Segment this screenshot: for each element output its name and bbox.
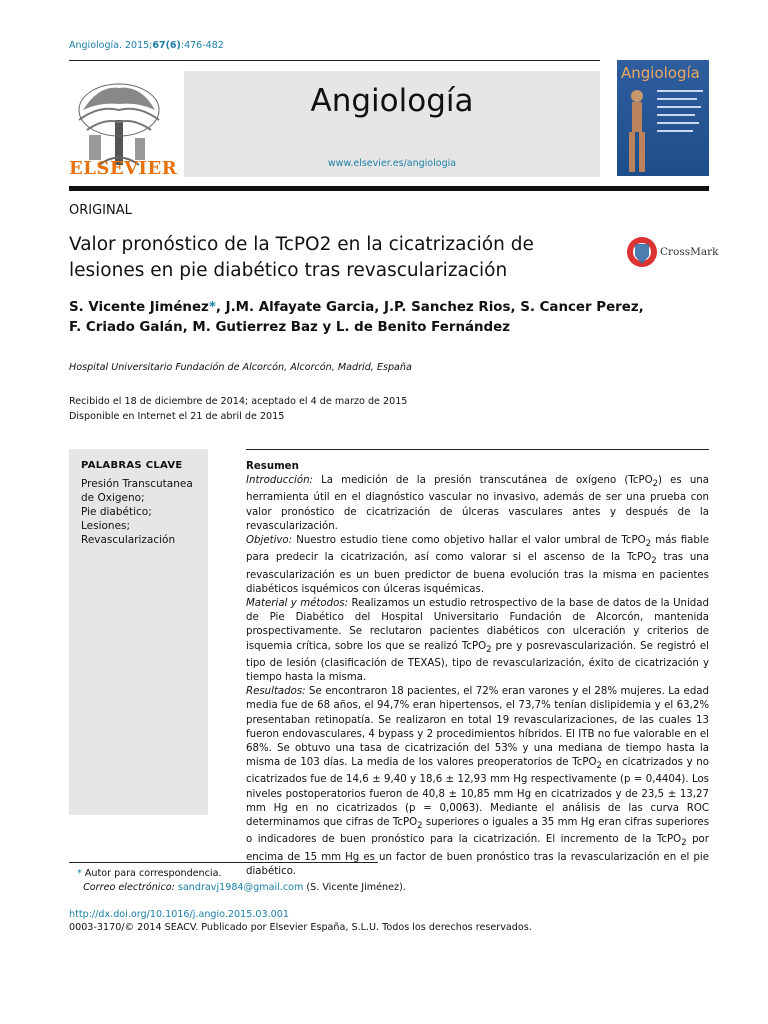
cover-title: Angiología [621, 64, 700, 82]
intro-text: La medición de la presión transcutánea de oxígeno (TcPO [312, 475, 653, 487]
subscript: 2 [652, 479, 659, 490]
abstract-rule [246, 449, 709, 450]
objective-text: más fiable para predecir la cicatrización, así como valorar si el ascenso de la TcPO [246, 535, 709, 564]
subscript: 2 [486, 644, 492, 655]
citation[interactable] [69, 40, 224, 51]
abstract-methods [246, 597, 709, 685]
cover-figure-icon [617, 60, 709, 176]
affiliation: Hospital Universitario Fundación de Alcorcón, Alcorcón, Madrid, España [69, 362, 412, 373]
copyright: 0003-3170/© 2014 SEACV. Publicado por Elsevier España, S.L.U. Todos los derechos reservados. [69, 922, 532, 933]
intro-label: Introducción: [246, 475, 313, 487]
footnote-text: Autor para correspondencia. [84, 868, 222, 879]
doi-link[interactable]: http://dx.doi.org/10.1016/j.angio.2015.03.001 [69, 909, 289, 920]
keyword-item: de Oxigeno; [81, 492, 145, 504]
keywords-list [81, 477, 193, 547]
objective-text: tras una revascularización es un buen predictor de buena evolución tras la misma en pacientes diabéticos isquémicos con úlceras isquémicas. [246, 552, 709, 595]
keywords-box [69, 449, 208, 815]
section-label: ORIGINAL [69, 203, 132, 218]
abstract-objective [246, 534, 709, 597]
results-text: Se encontraron 18 pacientes, el 72% eran varones y el 28% mujeres. La edad media fue de 68 años, el 94,7% eran hipertensos, el 73,7% tenían dislipidemia y el 63,2% presentaban retinopatía. Se realizaron en total 19 revascularizaciones, de las cuales 13 fueron endovasculares, 4 bypass y 2 procedimientos híbridos. El ITB no fue valorable en el 68%. Se obtuvo una tasa de cicatrización del 53% y una mediana de tiempo hasta la misma de 103 días. La media de los valores preoperatorios de TcPO [246, 686, 709, 769]
abstract-heading: Resumen [246, 461, 299, 472]
results-label: Resultados: [246, 686, 306, 698]
crossmark-button[interactable] [625, 234, 719, 270]
footnote-rule [69, 862, 378, 863]
correspondence-marker-link[interactable]: * [208, 300, 216, 315]
journal-url-link[interactable]: www.elsevier.es/angiologia [327, 158, 457, 169]
keyword-item: Pie diabético; [81, 506, 152, 518]
keyword-item: Lesiones; [81, 520, 131, 532]
authors-line-1: , J.M. Alfayate Garcia, J.P. Sanchez Rios, S. Cancer Perez, [215, 300, 644, 315]
journal-cover-image [617, 60, 709, 176]
email-link[interactable]: sandravj1984@gmail.com [177, 881, 304, 893]
journal-masthead [184, 71, 600, 177]
keyword-item: Revascularización [81, 534, 176, 546]
author-list [69, 298, 709, 338]
subscript: 2 [596, 761, 602, 772]
abstract [246, 460, 709, 879]
results-text: en cicatrizados y no cicatrizados fue de 14,6 ± 9,40 y 18,6 ± 12,93 mm Hg respectivamente (p = 0,4404). Los niveles postoperatorios fueron de 40,8 ± 10,85 mm Hg en cicatrizados y de 23,5 ± 13,27 mm Hg en no cicatrizados (p = 0,0063). Mediante el análisis de las curva ROC determinamos que cifras de TcPO [246, 757, 709, 829]
header-thick-rule [69, 186, 709, 191]
objective-text: Nuestro estudio tiene como objetivo hallar el valor umbral de TcPO [292, 535, 646, 547]
methods-text: pre y posrevascularización. Se registró el tipo de lesión (clasificación de TEXAS), tipo de revascularización, éxito de cicatrización y tiempo hasta la misma. [246, 640, 710, 683]
keywords-heading: PALABRAS CLAVE [81, 460, 183, 471]
email-owner: (S. Vicente Jiménez). [306, 881, 406, 893]
authors-line-2: F. Criado Galán, M. Gutierrez Baz y L. de Benito Fernández [69, 320, 511, 335]
intro-text: ) es una herramienta útil en el diagnóstico vascular no invasivo, además de ser una prueba con valor pronóstico de cicatrización de úlceras vasculares antes y después de la revascularización. [246, 475, 709, 532]
received-date: Recibido el 18 de diciembre de 2014; aceptado el 4 de marzo de 2015 [69, 396, 408, 407]
methods-text: Realizamos un estudio retrospectivo de la base de datos de la Unidad de Pie Diabético del Hospital Universitario Fundación de Alcorcón, mantenida prospectivamente. Se reclutaron pacientes diabéticos con ulceración y criterios de isquemia crítica, sobre los que se realizó TcPO [246, 597, 709, 652]
abstract-introduction [246, 474, 709, 534]
article-dates [69, 394, 407, 424]
crossmark-icon [625, 234, 659, 270]
publisher-logo-text: ELSEVIER [69, 158, 178, 179]
objective-label: Objetivo: [246, 535, 293, 547]
header-rule [69, 60, 600, 61]
citation-pages: :476-482 [180, 40, 224, 51]
crossmark-label: CrossMark [660, 246, 719, 258]
methods-label: Material y métodos: [246, 597, 349, 609]
footnote-star: * [77, 868, 82, 879]
subscript: 2 [645, 539, 652, 550]
first-author: S. Vicente Jiménez [69, 300, 209, 315]
citation-volume: 67(6) [152, 40, 181, 51]
footnote [77, 867, 406, 895]
keyword-item: Presión Transcutanea [81, 478, 193, 490]
article-title: Valor pronóstico de la TcPO2 en la cicatrización de lesiones en pie diabético tras revascularización [69, 234, 534, 281]
results-text: superiores o iguales a 35 mm Hg eran cifras superiores o indicadores de buen pronóstico para la cicatrización. El incremento de la TcPO [246, 817, 709, 846]
subscript: 2 [681, 838, 687, 849]
journal-title: Angiología [310, 83, 474, 119]
online-date: Disponible en Internet el 21 de abril de 2015 [69, 411, 285, 422]
citation-journal: Angiología. 2015; [69, 40, 153, 51]
abstract-results [246, 685, 709, 879]
subscript: 2 [417, 821, 423, 832]
results-text: por encima de 15 mm Hg es un factor de buen pronóstico tras la revascularización en el pie diabético. [246, 834, 709, 877]
email-label: Correo electrónico: [83, 881, 175, 893]
subscript: 2 [651, 556, 657, 567]
